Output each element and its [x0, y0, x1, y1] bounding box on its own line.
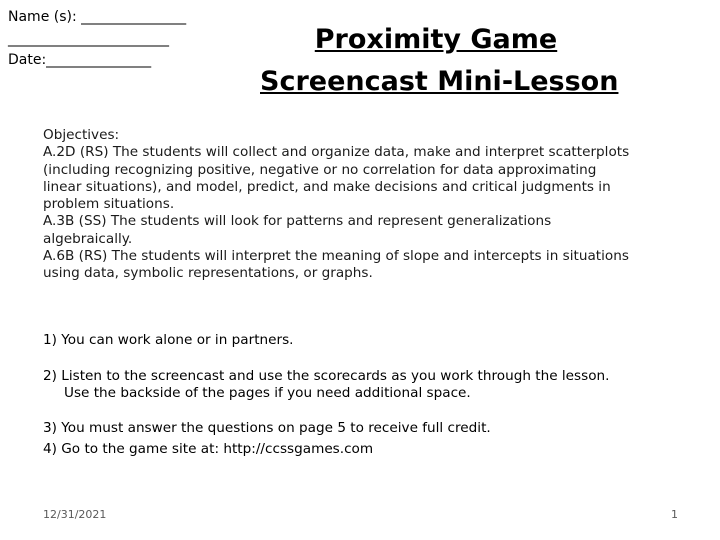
page-title-line-1: Proximity Game — [314, 24, 558, 55]
objective-line: A.3B (SS) The students will look for patterns and represent generalizations — [43, 213, 552, 230]
objective-line: (including recognizing positive, negative or no correlation for data approximating — [43, 161, 597, 178]
footer-page-number: 1 — [671, 508, 678, 521]
objectives-heading: Objectives: — [43, 127, 120, 143]
instruction-item-3: 3) You must answer the questions on page 5 to receive full credit. — [43, 420, 491, 436]
objective-line: linear situations), and model, predict, and make decisions and critical judgments in — [43, 178, 611, 195]
objective-line: problem situations. — [43, 196, 175, 213]
footer-date: 12/31/2021 — [43, 508, 107, 521]
name-field-label: Name (s): _______________ — [8, 9, 187, 25]
date-field-label: Date:_______________ — [8, 52, 152, 68]
objective-line: algebraically. — [43, 230, 133, 247]
instruction-item-1: 1) You can work alone or in partners. — [43, 332, 294, 348]
instruction-item-2-continued: Use the backside of the pages if you need additional space. — [64, 385, 471, 401]
instruction-item-4: 4) Go to the game site at: http://ccssgames.com — [43, 441, 374, 457]
objective-line: A.2D (RS) The students will collect and organize data, make and interpret scatterplots — [43, 144, 630, 161]
instruction-item-2: 2) Listen to the screencast and use the scorecards as you work through the lesson. — [43, 368, 610, 384]
objective-line: A.6B (RS) The students will interpret the meaning of slope and intercepts in situations — [43, 248, 629, 265]
page-title-line-2: Screencast Mini-Lesson — [260, 66, 619, 97]
objective-line: using data, symbolic representations, or graphs. — [43, 265, 373, 282]
objectives-section — [43, 127, 693, 283]
name-blank-line: _______________________ — [8, 31, 169, 47]
